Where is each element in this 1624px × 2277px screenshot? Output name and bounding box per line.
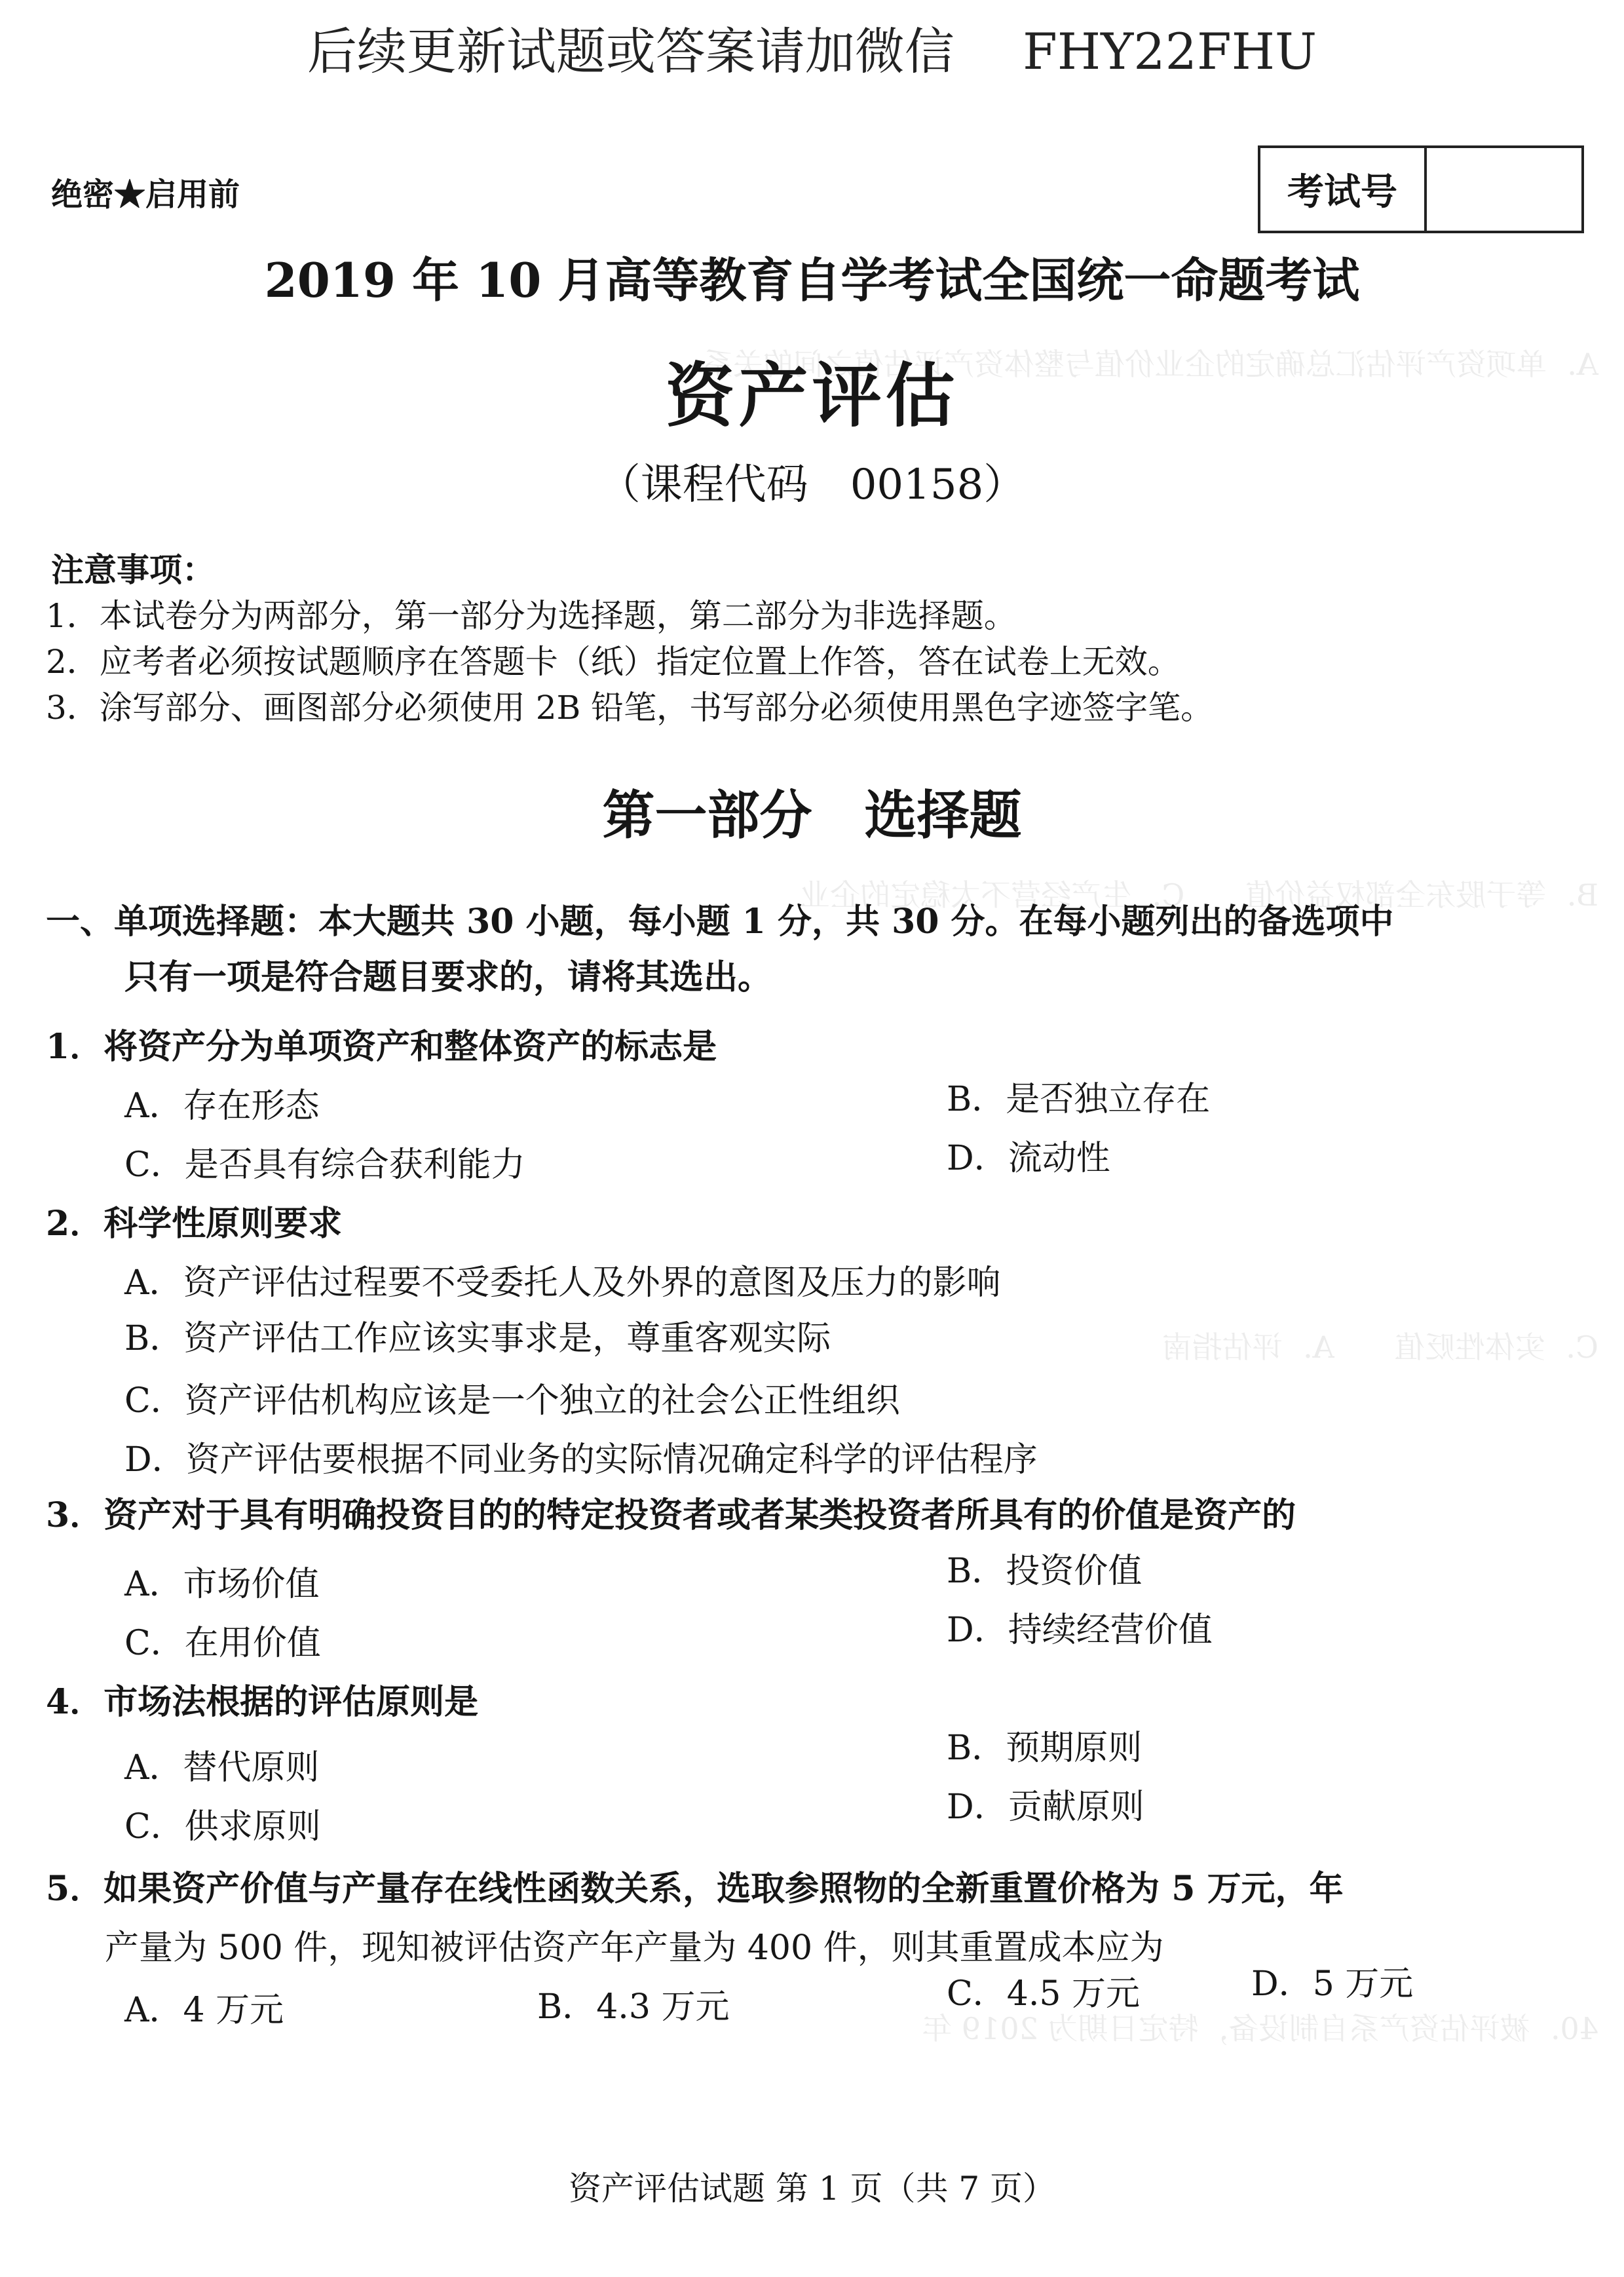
option: A．存在形态 <box>124 1086 320 1126</box>
option: C．资产评估机构应该是一个独立的社会公正性组织 <box>124 1381 900 1421</box>
section-heading: 一、单项选择题：本大题共 30 小题，每小题 1 分，共 30 分。在每小题列出的备选项中 <box>46 902 1394 942</box>
exam-title: 2019 年 10 月高等教育自学考试全国统一命题考试 <box>264 252 1360 308</box>
option: A．4 万元 <box>124 1991 284 2030</box>
note-item: 2．应考者必须按试题顺序在答题卡（纸）指定位置上作答，答在试卷上无效。 <box>46 643 1180 681</box>
watermark <box>0 12 1624 83</box>
bleed-through: 40．被评估资产系自制设备，特定日期为 2019 年 <box>922 2011 1598 2046</box>
question-stem: 1．将资产分为单项资产和整体资产的标志是 <box>46 1027 717 1067</box>
bleed-through: C．实体性贬值 A．评估指南 <box>1161 1330 1598 1365</box>
option: A．市场价值 <box>124 1565 320 1604</box>
option: B．4.3 万元 <box>537 1987 730 2027</box>
watermark-wechat-id: FHY22FHU <box>1023 22 1317 81</box>
option: D．5 万元 <box>1251 1964 1414 2004</box>
option: D．贡献原则 <box>947 1788 1144 1827</box>
note-item: 3．涂写部分、画图部分必须使用 2B 铅笔，书写部分必须使用黑色字迹签字笔。 <box>46 689 1214 727</box>
watermark-text: 后续更新试题或答案请加微信 <box>307 22 954 81</box>
bleed-through: B．等于股东全部权益价值 C．生产经营不太稳定的企业 <box>800 877 1598 913</box>
note-item: 1．本试卷分为两部分，第一部分为选择题，第二部分为非选择题。 <box>46 597 1017 635</box>
option: B．资产评估工作应该实事求是，尊重客观实际 <box>124 1319 831 1358</box>
notes-heading: 注意事项： <box>51 550 215 589</box>
question-stem: 4．市场法根据的评估原则是 <box>46 1682 479 1722</box>
exam-number-label: 考试号 <box>1260 148 1427 231</box>
subject-title: 资产评估 <box>665 354 959 436</box>
question-stem: 5．如果资产价值与产量存在线性函数关系，选取参照物的全新重置价格为 5 万元，年 <box>46 1869 1344 1909</box>
option: A．替代原则 <box>124 1748 320 1788</box>
question-stem: 3．资产对于具有明确投资目的的特定投资者或者某类投资者所具有的价值是资产的 <box>46 1495 1296 1535</box>
option: D．资产评估要根据不同业务的实际情况确定科学的评估程序 <box>124 1440 1038 1480</box>
option: C．供求原则 <box>124 1807 321 1846</box>
option: B．投资价值 <box>947 1552 1142 1591</box>
bleed-through: A．单项资产评估汇总确定的企业价值与整体资产评估值之间的关系 <box>702 347 1598 382</box>
section-heading-cont: 只有一项是符合题目要求的，请将其选出。 <box>124 957 772 997</box>
page-footer: 资产评估试题 第 1 页（共 7 页） <box>568 2170 1056 2208</box>
course-code: （课程代码 00158） <box>598 461 1026 509</box>
part-one-heading: 第一部分 选择题 <box>602 784 1022 846</box>
option: D．流动性 <box>947 1139 1110 1178</box>
question-stem: 2．科学性原则要求 <box>46 1204 343 1244</box>
option: C．是否具有综合获利能力 <box>124 1145 525 1185</box>
option: A．资产评估过程要不受委托人及外界的意图及压力的影响 <box>124 1263 1001 1303</box>
option: D．持续经营价值 <box>947 1611 1213 1650</box>
option: B．预期原则 <box>947 1729 1142 1768</box>
option: C．4.5 万元 <box>947 1974 1141 2014</box>
question-stem-cont: 产量为 500 件，现知被评估资产年产量为 400 件，则其重置成本应为 <box>105 1928 1164 1968</box>
exam-number-box <box>1258 145 1584 233</box>
option: C．在用价值 <box>124 1624 321 1663</box>
secret-label: 绝密★启用前 <box>51 176 240 213</box>
option: B．是否独立存在 <box>947 1080 1211 1119</box>
